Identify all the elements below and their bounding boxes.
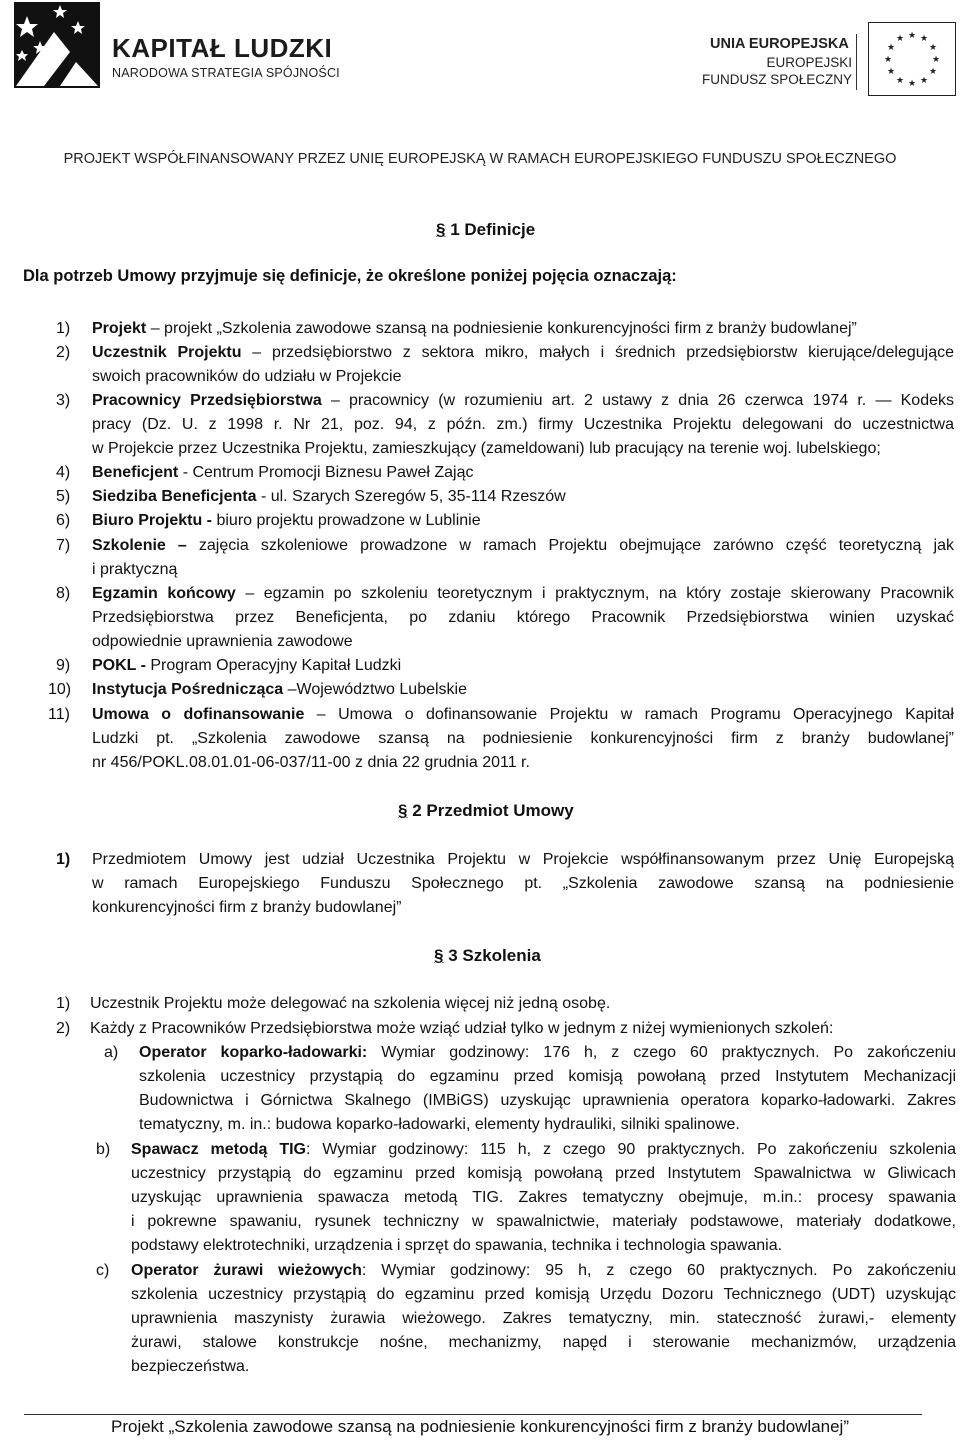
kapital-ludzki-logo xyxy=(14,2,344,88)
kapital-ludzki-subtitle: NARODOWA STRATEGIA SPÓJNOŚCI xyxy=(112,66,340,80)
svg-text:★: ★ xyxy=(919,76,929,86)
section-sign: § xyxy=(434,946,444,965)
definition-7 xyxy=(92,535,954,557)
list-number: 1) xyxy=(56,995,71,1012)
list-number: 1) xyxy=(56,320,71,337)
eu-divider xyxy=(856,34,857,90)
svg-text:★: ★ xyxy=(895,76,905,86)
definition-6 xyxy=(92,510,481,532)
definition-1 xyxy=(92,318,857,340)
definition-9 xyxy=(92,655,401,677)
definition-3-cont: w Projekcie przez Uczestnika Projektu, zamieszkujący (zameldowani) lub pracujący na terenie woj. lubelskiego; xyxy=(92,440,881,457)
training-c-cont: uprawnienia maszynisty żurawia wieżowego. Zakres tematyczny, min. stateczność żurawi,- elementy xyxy=(131,1310,956,1327)
definition-11 xyxy=(92,704,954,726)
list-number: 10) xyxy=(48,681,72,698)
trainings-point-1: Uczestnik Projektu może delegować na szkolenia więcej niż jedną osobę. xyxy=(90,995,611,1012)
definition-text: Program Operacyjny Kapitał Ludzki xyxy=(145,657,402,674)
svg-text:★: ★ xyxy=(907,79,917,89)
svg-text:★: ★ xyxy=(931,55,941,65)
training-a xyxy=(139,1042,956,1064)
svg-text:★: ★ xyxy=(895,34,905,44)
subject-paragraph-cont: w ramach Europejskiego Funduszu Społecznego pt. „Szkolenia zawodowe szansą na podniesienie xyxy=(92,875,954,892)
definition-4 xyxy=(92,462,473,484)
term: Instytucja Pośrednicząca xyxy=(92,681,284,698)
training-b xyxy=(131,1139,956,1161)
term: Siedziba Beneficjenta xyxy=(92,488,257,505)
training-name: Operator koparko-ładowarki: xyxy=(139,1044,368,1061)
definition-text: – pracownicy (w rozumieniu art. 2 ustawy z dnia 26 czerwca 1974 r. — Kodeks xyxy=(321,392,954,409)
training-a-cont: Budownictwa i Górnictwa Skalnego (IMBiGS) uzyskując uprawnienia operatora koparko-ładowarki. Zakres xyxy=(139,1092,956,1109)
definition-text: – projekt „Szkolenia zawodowe szansą na podniesienie konkurencyjności firm z branży budowlanej” xyxy=(146,320,857,337)
training-b-cont: podstawy elektrotechniki, urządzenia i sprzęt do spawania, technika i technologia spawania. xyxy=(131,1237,783,1254)
svg-text:★: ★ xyxy=(886,43,896,53)
svg-text:★: ★ xyxy=(907,31,917,41)
training-c xyxy=(131,1260,956,1282)
section-2-heading xyxy=(398,801,574,821)
definition-text: - Centrum Promocji Biznesu Paweł Zając xyxy=(178,464,474,481)
term: Umowa o dofinansowanie xyxy=(92,706,305,723)
list-number: 2) xyxy=(56,1020,71,1037)
term: POKL - xyxy=(92,657,146,674)
list-letter: b) xyxy=(96,1141,111,1158)
svg-text:★: ★ xyxy=(919,34,929,44)
definition-text: - ul. Szarych Szeregów 5, 35-114 Rzeszów xyxy=(256,488,566,505)
training-b-cont: i pokrewne spawaniu, rysunek techniczny w spawalnictwie, materiały podstawowe, materiały dodatkowe, xyxy=(131,1213,956,1230)
section-sign: § xyxy=(398,801,408,820)
definition-7-cont: i praktyczną xyxy=(92,561,178,578)
list-number: 5) xyxy=(56,488,71,505)
page-footer: Projekt „Szkolenia zawodowe szansą na podniesienie konkurencyjności firm z branży budowlanej” xyxy=(111,1417,849,1436)
training-name: Operator żurawi wieżowych xyxy=(131,1262,362,1279)
definitions-intro: Dla potrzeb Umowy przyjmuje się definicje, że określone poniżej pojęcia oznaczają: xyxy=(23,267,677,285)
section-title: 3 Szkolenia xyxy=(448,946,541,965)
definition-2-cont: swoich pracowników do udziału w Projekcie xyxy=(92,368,402,385)
term: Egzamin końcowy xyxy=(92,585,236,602)
list-number: 2) xyxy=(56,344,71,361)
list-number: 1) xyxy=(56,851,71,868)
term: Uczestnik Projektu xyxy=(92,344,242,361)
training-b-cont: uzyskując uprawnienia spawacza metodą TIG. Zakres tematyczny obejmuje, m.in.: procesy spawania xyxy=(131,1189,956,1206)
training-text: : Wymiar godzinowy: 95 h, z czego 60 praktycznych. Po zakończeniu xyxy=(361,1262,956,1279)
definition-text: – Umowa o dofinansowanie Projektu w ramach Programu Operacyjnego Kapitał xyxy=(304,706,954,723)
term: Beneficjent xyxy=(92,464,179,481)
list-number: 8) xyxy=(56,585,71,602)
definition-5 xyxy=(92,486,566,508)
svg-text:★: ★ xyxy=(928,67,938,77)
section-title: 1 Definicje xyxy=(450,220,536,239)
list-letter: a) xyxy=(104,1044,119,1061)
definition-8-cont: Przedsiębiorstwa przez Beneficjenta, po zdaniu którego Pracownik Przedsiębiorstwa winien uzyskać xyxy=(92,609,954,626)
list-number: 9) xyxy=(56,657,71,674)
definition-2 xyxy=(92,342,954,364)
list-number: 4) xyxy=(56,464,71,481)
footer-divider xyxy=(24,1414,922,1415)
training-name: Spawacz metodą TIG xyxy=(131,1141,306,1158)
eu-flag-icon xyxy=(868,22,956,96)
list-number: 3) xyxy=(56,392,71,409)
definition-text: zajęcia szkoleniowe prowadzone w ramach Projektu obejmujące zarówno część teoretyczną jak xyxy=(186,537,955,554)
subject-paragraph-cont: konkurencyjności firm z branży budowlanej” xyxy=(92,899,402,916)
svg-text:★: ★ xyxy=(886,67,896,77)
definition-8-cont: odpowiednie uprawnienia zawodowe xyxy=(92,633,353,650)
definition-text: – przedsiębiorstwo z sektora mikro, małych i średnich przedsiębiorstw kierujące/delegujące xyxy=(241,344,955,361)
section-sign: § xyxy=(436,220,446,239)
term: Projekt xyxy=(92,320,147,337)
subject-paragraph: Przedmiotem Umowy jest udział Uczestnika Projektu w Projekcie współfinansowanym przez Unię Europejską xyxy=(92,851,954,868)
training-c-cont: bezpieczeństwa. xyxy=(131,1358,250,1375)
eu-title: UNIA EUROPEJSKA xyxy=(710,36,849,52)
section-1-heading xyxy=(436,220,535,240)
eu-fund-line2: FUNDUSZ SPOŁECZNY xyxy=(701,72,852,87)
definition-8 xyxy=(92,583,954,605)
list-letter: c) xyxy=(96,1262,110,1279)
list-number: 11) xyxy=(48,706,70,723)
svg-text:★: ★ xyxy=(883,55,893,65)
training-a-cont: szkolenia uczestnicy przystąpią do egzaminu przed komisją powołaną przed Instytutem Mechanizacji xyxy=(139,1068,956,1085)
training-b-cont: uczestnicy przystąpią do egzaminu przed komisją powołaną przed Instytutem Spawalnictwa w Gliwicach xyxy=(131,1165,956,1182)
definition-text: –Województwo Lubelskie xyxy=(283,681,467,698)
definition-3 xyxy=(92,390,954,412)
training-a-cont: tematyczny, m. in.: budowa koparko-ładowarki, elementy hydrauliki, silniki spalinowe. xyxy=(139,1116,740,1133)
list-number: 7) xyxy=(56,537,71,554)
kapital-ludzki-name: KAPITAŁ LUDZKI xyxy=(112,33,333,63)
training-c-cont: szkolenia uczestnicy przystąpią do egzaminu przed komisją Urzędu Dozoru Technicznego (UDT) uzyskując xyxy=(131,1286,956,1303)
training-text: : Wymiar godzinowy: 115 h, z czego 90 praktycznych. Po zakończeniu szkolenia xyxy=(305,1141,956,1158)
list-number: 6) xyxy=(56,512,71,529)
definition-text: biuro projektu prowadzone w Lublinie xyxy=(212,512,481,529)
training-text: Wymiar godzinowy: 176 h, z czego 60 praktycznych. Po zakończeniu xyxy=(367,1044,956,1061)
svg-text:★: ★ xyxy=(928,43,938,53)
definition-11-cont: Ludzki pt. „Szkolenia zawodowe szansą na podniesienie konkurencyjności firm z branży budowlanej” xyxy=(92,730,954,747)
definition-text: – egzamin po szkoleniu teoretycznym i praktycznym, na który zostaje skierowany Pracownik xyxy=(235,585,955,602)
eu-logo xyxy=(694,22,956,96)
definition-3-cont: pracy (Dz. U. z 1998 r. Nr 21, poz. 94, z późn. zm.) firmy Uczestnika Projektu delegowani do uczestnictwa xyxy=(92,416,954,433)
cofinancing-statement: PROJEKT WSPÓŁFINANSOWANY PRZEZ UNIĘ EUROPEJSKĄ W RAMACH EUROPEJSKIEGO FUNDUSZU SPOŁECZNEGO xyxy=(63,151,897,167)
term: Pracownicy Przedsiębiorstwa xyxy=(92,392,322,409)
training-c-cont: żurawi, stalowe konstrukcje nośne, mechanizmy, napęd i sterowanie mechanizmów, urządzenia xyxy=(131,1334,956,1351)
definition-11-cont: nr 456/POKL.08.01.01-06-037/11-00 z dnia 22 grudnia 2011 r. xyxy=(92,754,530,771)
definition-10 xyxy=(92,679,467,701)
trainings-point-2: Każdy z Pracowników Przedsiębiorstwa może wziąć udział tylko w jednym z niżej wymienionych szkoleń: xyxy=(90,1020,834,1037)
term: Szkolenie – xyxy=(92,537,187,554)
eu-fund-line1: EUROPEJSKI xyxy=(766,55,852,70)
section-3-heading xyxy=(434,946,541,966)
section-title: 2 Przedmiot Umowy xyxy=(412,801,574,820)
kapital-ludzki-emblem-icon xyxy=(14,2,100,88)
term: Biuro Projektu - xyxy=(92,512,213,529)
